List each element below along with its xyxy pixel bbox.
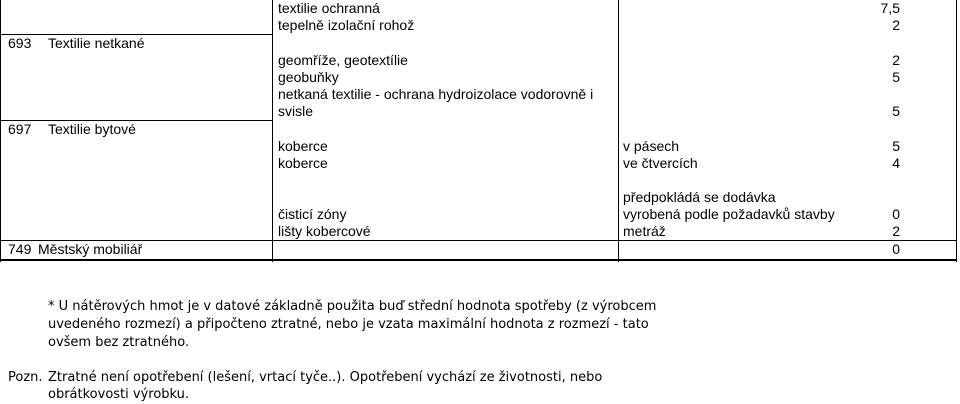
value-cell: 5 bbox=[892, 103, 900, 119]
item-cell: tepelně izolační rohož bbox=[278, 17, 415, 33]
value-cell: 2 bbox=[892, 17, 900, 33]
border-right bbox=[956, 0, 957, 262]
value-cell: 7,5 bbox=[880, 0, 900, 16]
code-cell: 693 bbox=[8, 35, 32, 51]
border-left bbox=[0, 0, 1, 262]
item-cell: textilie ochranná bbox=[278, 0, 380, 16]
item-cell: čisticí zóny bbox=[278, 206, 347, 222]
row-line-749 bbox=[0, 240, 957, 241]
item-cell: netkaná textilie - ochrana hydroizolace vodorovně i bbox=[278, 86, 594, 102]
item-cell: geomříže, geotextílie bbox=[278, 52, 408, 68]
remark-label: Pozn. bbox=[8, 370, 43, 385]
value-cell: 5 bbox=[892, 138, 900, 154]
item-cell: lišty kobercové bbox=[278, 223, 371, 239]
code-cell: 697 bbox=[8, 121, 32, 137]
value-cell: 0 bbox=[892, 241, 900, 257]
category-cell: Textilie netkané bbox=[48, 35, 145, 51]
footnote-line: uvedeného rozmezí) a připočteno ztratné, nebo je vzata maximální hodnota z rozmezí - tato bbox=[48, 317, 649, 332]
note-cell: ve čtvercích bbox=[623, 155, 698, 171]
category-cell: Městský mobiliář bbox=[38, 241, 143, 257]
value-cell: 4 bbox=[892, 155, 900, 171]
remark-line: obrátkovosti výrobku. bbox=[48, 387, 190, 402]
value-cell: 5 bbox=[892, 69, 900, 85]
footnote-line: ovšem bez ztratného. bbox=[48, 335, 190, 350]
note-cell: vyrobená podle požadavků stavby bbox=[623, 206, 835, 222]
divider-item-col bbox=[272, 0, 273, 262]
code-cell: 749 bbox=[8, 241, 32, 257]
item-cell: koberce bbox=[278, 155, 328, 171]
value-cell: 2 bbox=[892, 223, 900, 239]
divider-note-col bbox=[618, 0, 619, 262]
footnote-line: * U nátěrových hmot je v datové základně použita buď střední hodnota spotřeby (z výrobcem bbox=[48, 299, 657, 314]
item-cell: koberce bbox=[278, 138, 328, 154]
category-cell: Textilie bytové bbox=[48, 121, 136, 137]
value-cell: 2 bbox=[892, 52, 900, 68]
note-cell: předpokládá se dodávka bbox=[623, 189, 776, 205]
note-cell: metráž bbox=[623, 223, 666, 239]
note-cell: v pásech bbox=[623, 138, 680, 154]
item-cell: geobuňky bbox=[278, 69, 339, 85]
value-cell: 0 bbox=[892, 206, 900, 222]
table-bottom-border bbox=[0, 259, 957, 261]
row-line-697 bbox=[0, 120, 273, 121]
remark-line: Ztratné není opotřebení (lešení, vrtací tyče..). Opotřebení vychází ze životnosti, nebo bbox=[48, 370, 603, 385]
item-cell: svisle bbox=[278, 103, 314, 119]
